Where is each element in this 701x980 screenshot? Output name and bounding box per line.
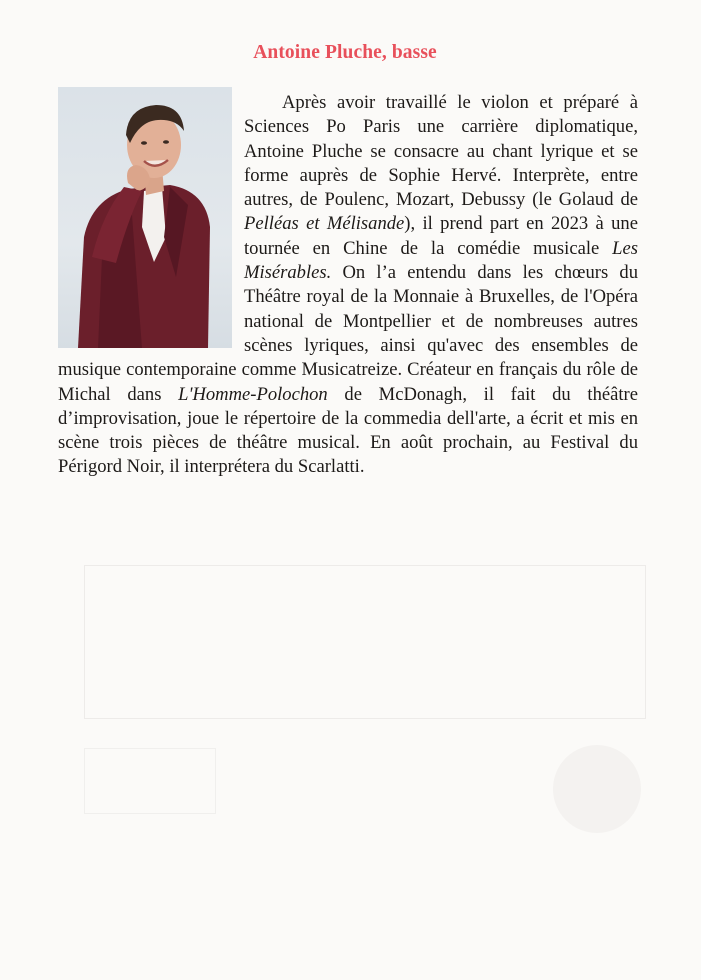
biography-text-part-2: ), il prend part en 2023 à une tournée en Chine de la comédie musicale xyxy=(244,213,638,259)
show-through-seal xyxy=(553,745,641,833)
show-through-logo xyxy=(84,748,216,814)
work-title-homme-polochon: L'Homme-Polochon xyxy=(178,383,328,405)
performer-heading: Antoine Pluche, basse xyxy=(253,42,437,63)
biography-text-part-4: de McDonagh, il fait du théâtre d’improvisation, joue le répertoire de la commedia dell'arte, a écrit et mis en scène trois pièces de théâtre musical. En août prochain, au Festival du Périgord Noir, il interprétera du Scarlatti. xyxy=(58,383,638,478)
photo-wrap-spacer xyxy=(58,91,244,355)
work-title-miserables: Les Misérables. xyxy=(244,237,638,284)
work-title-pelleas: Pelléas et Mélisande xyxy=(244,213,405,235)
biography-text-part-3: On l’a entendu dans les chœurs du Théâtre royal de la Monnaie à Bruxelles, de l'Opéra national de Montpellier et de nombreuses autres scènes lyriques, ainsi qu'avec des ensembles de musique contemporaine comme Musicatreize. Créateur en français du rôle de Michal dans xyxy=(58,262,638,405)
biography-text-part-1: Après avoir travaillé le violon et préparé à Sciences Po Paris une carrière diplomatique, Antoine Pluche se consacre au chant lyrique et se forme auprès de Sophie Hervé. Interprète, entre autres, de Poulenc, Mozart, Debussy (le Golaud de xyxy=(244,92,638,211)
show-through-box xyxy=(84,565,646,719)
biography-paragraph xyxy=(58,91,638,480)
